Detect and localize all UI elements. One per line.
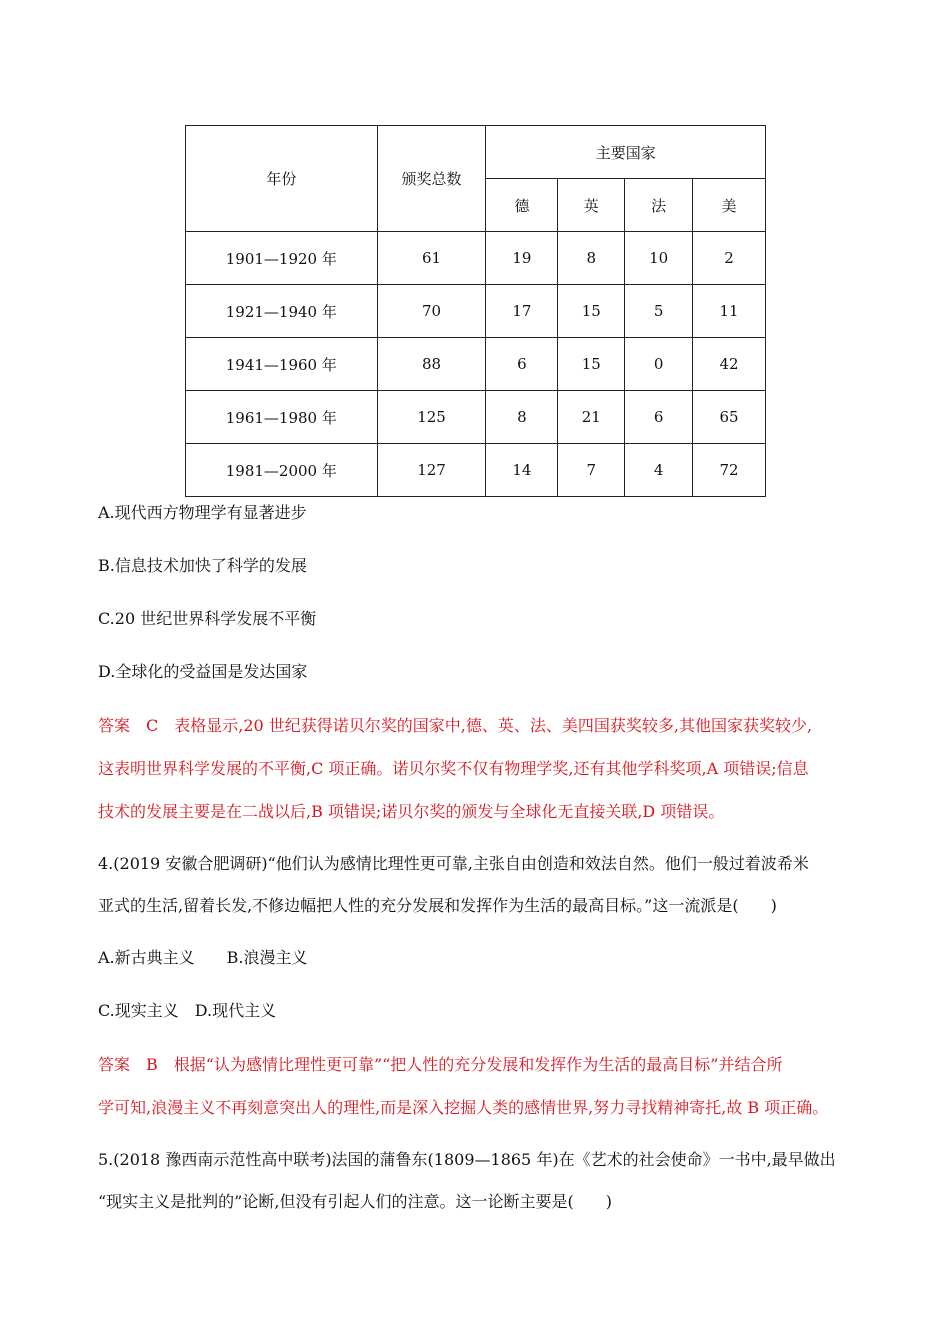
cell-fr: 10 [625,232,693,285]
q3-answer-line-3: 技术的发展主要是在二战以后,B 项错误;诺贝尔奖的颁发与全球化无直接关联,D 项错误。 [98,802,725,821]
q3-option-b: B.信息技术加快了科学的发展 [98,556,307,575]
cell-total: 88 [377,338,486,391]
cell-en: 15 [558,338,625,391]
cell-fr: 4 [625,444,693,497]
cell-fr: 5 [625,285,693,338]
header-de: 德 [486,179,558,232]
cell-de: 19 [486,232,558,285]
cell-en: 8 [558,232,625,285]
cell-de: 14 [486,444,558,497]
cell-en: 21 [558,391,625,444]
header-en: 英 [558,179,625,232]
cell-year: 1941—1960 年 [186,338,378,391]
cell-en: 7 [558,444,625,497]
header-fr: 法 [625,179,693,232]
q3-option-c: C.20 世纪世界科学发展不平衡 [98,609,317,628]
table-row [186,444,766,497]
nobel-prize-table [185,125,766,497]
header-total: 颁奖总数 [377,126,486,232]
q5-stem-line-2: “现实主义是批判的”论断,但没有引起人们的注意。这一论断主要是( ) [98,1192,612,1211]
q5-stem-line-1: 5.(2018 豫西南示范性高中联考)法国的蒲鲁东(1809—1865 年)在《艺术的社会使命》一书中,最早做出 [98,1150,836,1169]
header-countries: 主要国家 [486,126,766,179]
cell-fr: 6 [625,391,693,444]
cell-total: 127 [377,444,486,497]
q3-answer-line-1: 答案 C 表格显示,20 世纪获得诺贝尔奖的国家中,德、英、法、美四国获奖较多,其他国家获奖较少, [98,716,813,735]
table-row [186,285,766,338]
cell-total: 125 [377,391,486,444]
table-row [186,391,766,444]
q3-option-d: D.全球化的受益国是发达国家 [98,662,308,681]
cell-total: 70 [377,285,486,338]
q3-option-a: A.现代西方物理学有显著进步 [98,503,307,522]
cell-de: 6 [486,338,558,391]
q4-stem-line-2: 亚式的生活,留着长发,不修边幅把人性的充分发展和发挥作为生活的最高目标。”这一流派是( ) [98,896,777,915]
header-year: 年份 [186,126,378,232]
cell-us: 11 [693,285,766,338]
cell-us: 2 [693,232,766,285]
q4-stem-line-1: 4.(2019 安徽合肥调研)“他们认为感情比理性更可靠,主张自由创造和效法自然。他们一般过着波希米 [98,854,809,873]
cell-de: 8 [486,391,558,444]
q4-options-row-1: A.新古典主义 B.浪漫主义 [98,948,308,967]
cell-us: 65 [693,391,766,444]
cell-year: 1981—2000 年 [186,444,378,497]
cell-total: 61 [377,232,486,285]
q4-answer-line-2: 学可知,浪漫主义不再刻意突出人的理性,而是深入挖掘人类的感情世界,努力寻找精神寄托,故 B 项正确。 [98,1098,829,1117]
cell-year: 1961—1980 年 [186,391,378,444]
q4-options-row-2: C.现实主义 D.现代主义 [98,1001,277,1020]
q3-answer-line-2: 这表明世界科学发展的不平衡,C 项正确。诺贝尔奖不仅有物理学奖,还有其他学科奖项,A 项错误;信息 [98,759,809,778]
cell-de: 17 [486,285,558,338]
table-row [186,338,766,391]
header-us: 美 [693,179,766,232]
cell-year: 1921—1940 年 [186,285,378,338]
cell-year: 1901—1920 年 [186,232,378,285]
cell-us: 42 [693,338,766,391]
cell-us: 72 [693,444,766,497]
table-header-row [186,126,766,179]
q4-answer-line-1: 答案 B 根据“认为感情比理性更可靠”“把人性的充分发展和发挥作为生活的最高目标”并结合所 [98,1055,783,1074]
cell-fr: 0 [625,338,693,391]
cell-en: 15 [558,285,625,338]
table-row [186,232,766,285]
